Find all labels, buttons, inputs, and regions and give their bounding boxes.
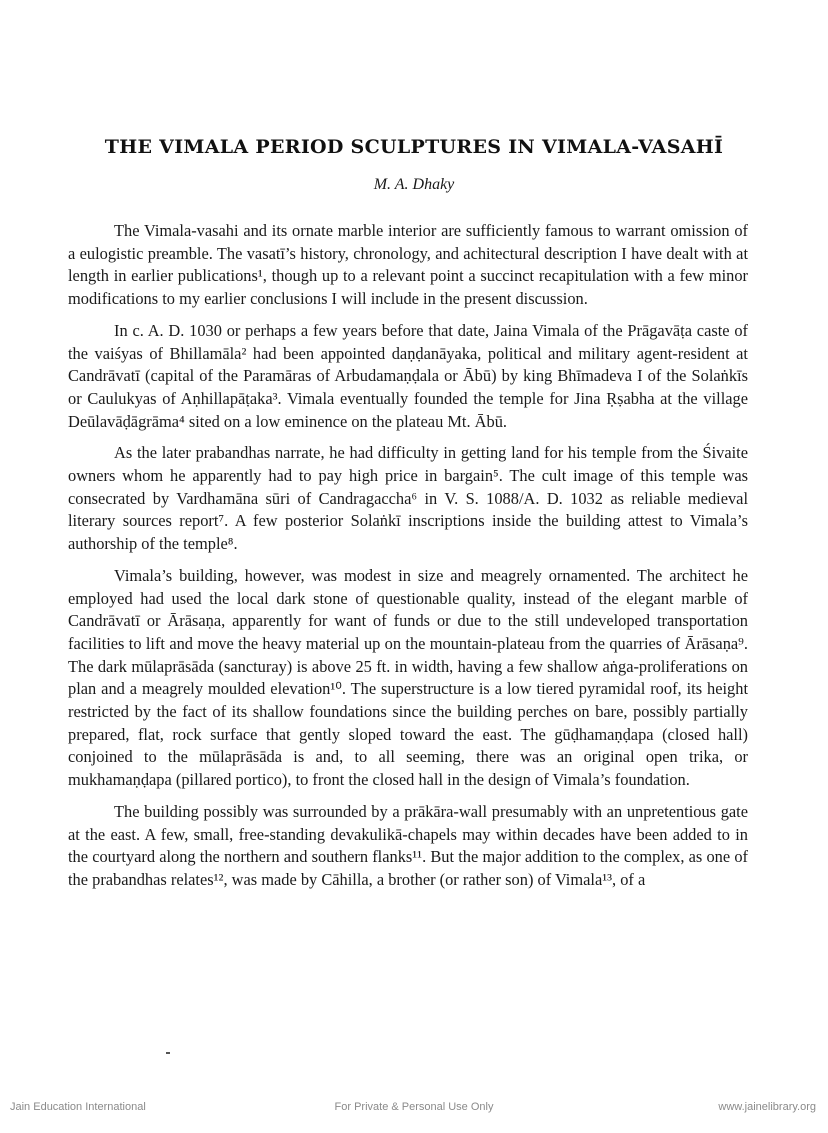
paragraph: Vimala’s building, however, was modest in size and meagrely ornamented. The architect he employed had used the local dark stone of questionable quality, instead of the elegant marble of Candrāvatī or Ārāsaṇa, apparently for want of funds or due to the still undeveloped transportation facilities to lift and move the heavy material up on the mountain-plateau from the quarries of Ārāsaṇa⁹. The dark mūlaprāsāda (sancturay) is above 25 ft. in width, having a few shallow aṅga-proliferations on plan and a meagrely moulded elevation¹⁰. The superstructure is a low tiered pyramidal roof, its height restricted by the fact of its shallow foundations since the building perches on bare, possibly partially prepared, flat, rock surface that gently sloped toward the east. The gūḍhamaṇḍapa (closed hall) conjoined to the mūlaprāsāda is and, to all seeming, there was an original open trika, or mukhamaṇḍapa (pillared portico), to front the closed hall in the design of Vimala’s foundation. — [68, 565, 748, 790]
paragraph: In c. A. D. 1030 or perhaps a few years before that date, Jaina Vimala of the Prāgavāṭa caste of the vaiśyas of Bhillamāla² had been appointed daṇḍanāyaka, political and military agent-resident at Candrāvatī (capital of the Paramāras of Arbudamaṇḍala or Ābū) by king Bhīmadeva I of the Solaṅkīs or Caulukyas of Aṇhillapāṭaka³. Vimala eventually founded the temple for Jina Ṛṣabha at the village Deūlavāḍāgrāma⁴ sited on a low eminence on the plateau Mt. Ābū. — [68, 320, 748, 431]
footer-publisher: Jain Education International — [10, 1101, 146, 1113]
page-footer — [0, 1101, 828, 1117]
article-body — [68, 220, 748, 892]
author-name: M. A. Dhaky — [373, 176, 455, 193]
paragraph: As the later prabandhas narrate, he had difficulty in getting land for his temple from the Śivaite owners whom he apparently had to pay high price in bargain⁵. The cult image of this temple was consecrated by Vardhamāna sūri of Candragaccha⁶ in V. S. 1088/A. D. 1032 as reliable medieval literary sources report⁷. A few posterior Solaṅkī inscriptions inside the building attest to Vimala’s authorship of the temple⁸. — [68, 443, 748, 554]
paragraph: The Vimala-vasahi and its ornate marble interior are sufficiently famous to warrant omission of a eulogistic preamble. The vasatī’s history, chronology, and achitectural description I have dealt with at length in earlier publications¹, though up to a relevant point a succinct recapitulation with a few minor modifications to my earlier conclusions I will include in the present discussion. — [68, 221, 748, 309]
paragraph: The building possibly was surrounded by a prākāra-wall presumably with an unpretentious gate at the east. A few, small, free-standing devakulikā-chapels may within decades have been added to in the courtyard along the northern and southern flanks¹¹. But the major addition to the complex, as one of the prabandhas relates¹², was made by Cāhilla, a brother (or rather son) of Vimala¹³, of a — [68, 801, 748, 889]
article-title: THE VIMALA PERIOD SCULPTURES IN VIMALA-VASAHĪ — [104, 136, 724, 158]
footer-website: www.jainelibrary.org — [718, 1101, 816, 1113]
scan-speck — [166, 1052, 170, 1054]
footer-usage-note: For Private & Personal Use Only — [334, 1101, 494, 1113]
